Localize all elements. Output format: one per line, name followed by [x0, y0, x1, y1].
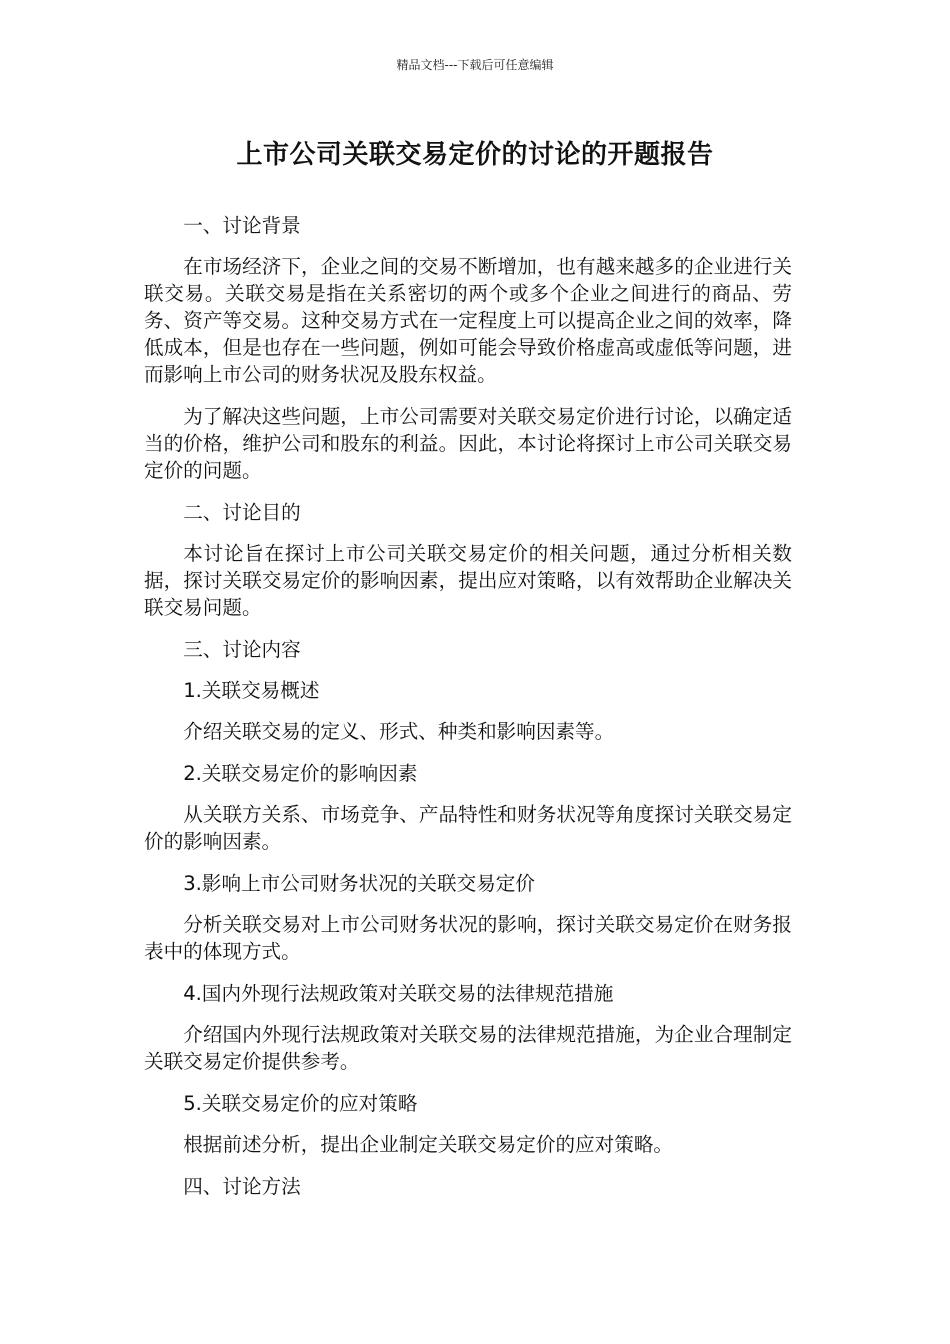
- section-heading-purpose: 二、讨论目的: [183, 501, 301, 524]
- paragraph-overview: 介绍关联交易的定义、形式、种类和影响因素等。: [183, 720, 615, 743]
- paragraph-financial-impact: 分析关联交易对上市公司财务状况的影响，探讨关联交易定价在财务报表中的体现方式。: [144, 913, 792, 963]
- paragraph-strategies: 根据前述分析，提出企业制定关联交易定价的应对策略。: [183, 1133, 674, 1156]
- subheading-regulations: 4.国内外现行法规政策对关联交易的法律规范措施: [183, 982, 614, 1005]
- subheading-strategies: 5.关联交易定价的应对策略: [183, 1092, 418, 1115]
- document-body: [144, 212, 792, 1214]
- subheading-overview: 1.关联交易概述: [183, 679, 320, 702]
- section-heading-content: 三、讨论内容: [183, 638, 301, 661]
- subheading-factors: 2.关联交易定价的影响因素: [183, 762, 418, 785]
- paragraph-background-1: 在市场经济下，企业之间的交易不断增加，也有越来越多的企业进行关联交易。关联交易是指在关系密切的两个或多个企业之间进行的商品、劳务、资产等交易。这种交易方式在一定程度上可以提高企业之间的效率，降低成本，但是也存在一些问题，例如可能会导致价格虚高或虚低等问题，进而影响上市公司的财务状况及股东权益。: [144, 255, 792, 386]
- paragraph-regulations: 介绍国内外现行法规政策对关联交易的法律规范措施，为企业合理制定关联交易定价提供参考。: [144, 1023, 792, 1073]
- section-heading-background: 一、讨论背景: [183, 214, 301, 237]
- header-note: 精品文档---下载后可任意编辑: [396, 58, 554, 72]
- section-heading-method: 四、讨论方法: [183, 1175, 301, 1198]
- paragraph-factors: 从关联方关系、市场竞争、产品特性和财务状况等角度探讨关联交易定价的影响因素。: [144, 803, 792, 853]
- document-title: 上市公司关联交易定价的讨论的开题报告: [236, 140, 714, 170]
- paragraph-background-2: 为了解决这些问题，上市公司需要对关联交易定价进行讨论，以确定适当的价格，维护公司和股东的利益。因此，本讨论将探讨上市公司关联交易定价的问题。: [144, 405, 792, 482]
- paragraph-purpose: 本讨论旨在探讨上市公司关联交易定价的相关问题，通过分析相关数据，探讨关联交易定价的影响因素，提出应对策略，以有效帮助企业解决关联交易问题。: [144, 542, 792, 619]
- subheading-financial-impact: 3.影响上市公司财务状况的关联交易定价: [183, 872, 535, 895]
